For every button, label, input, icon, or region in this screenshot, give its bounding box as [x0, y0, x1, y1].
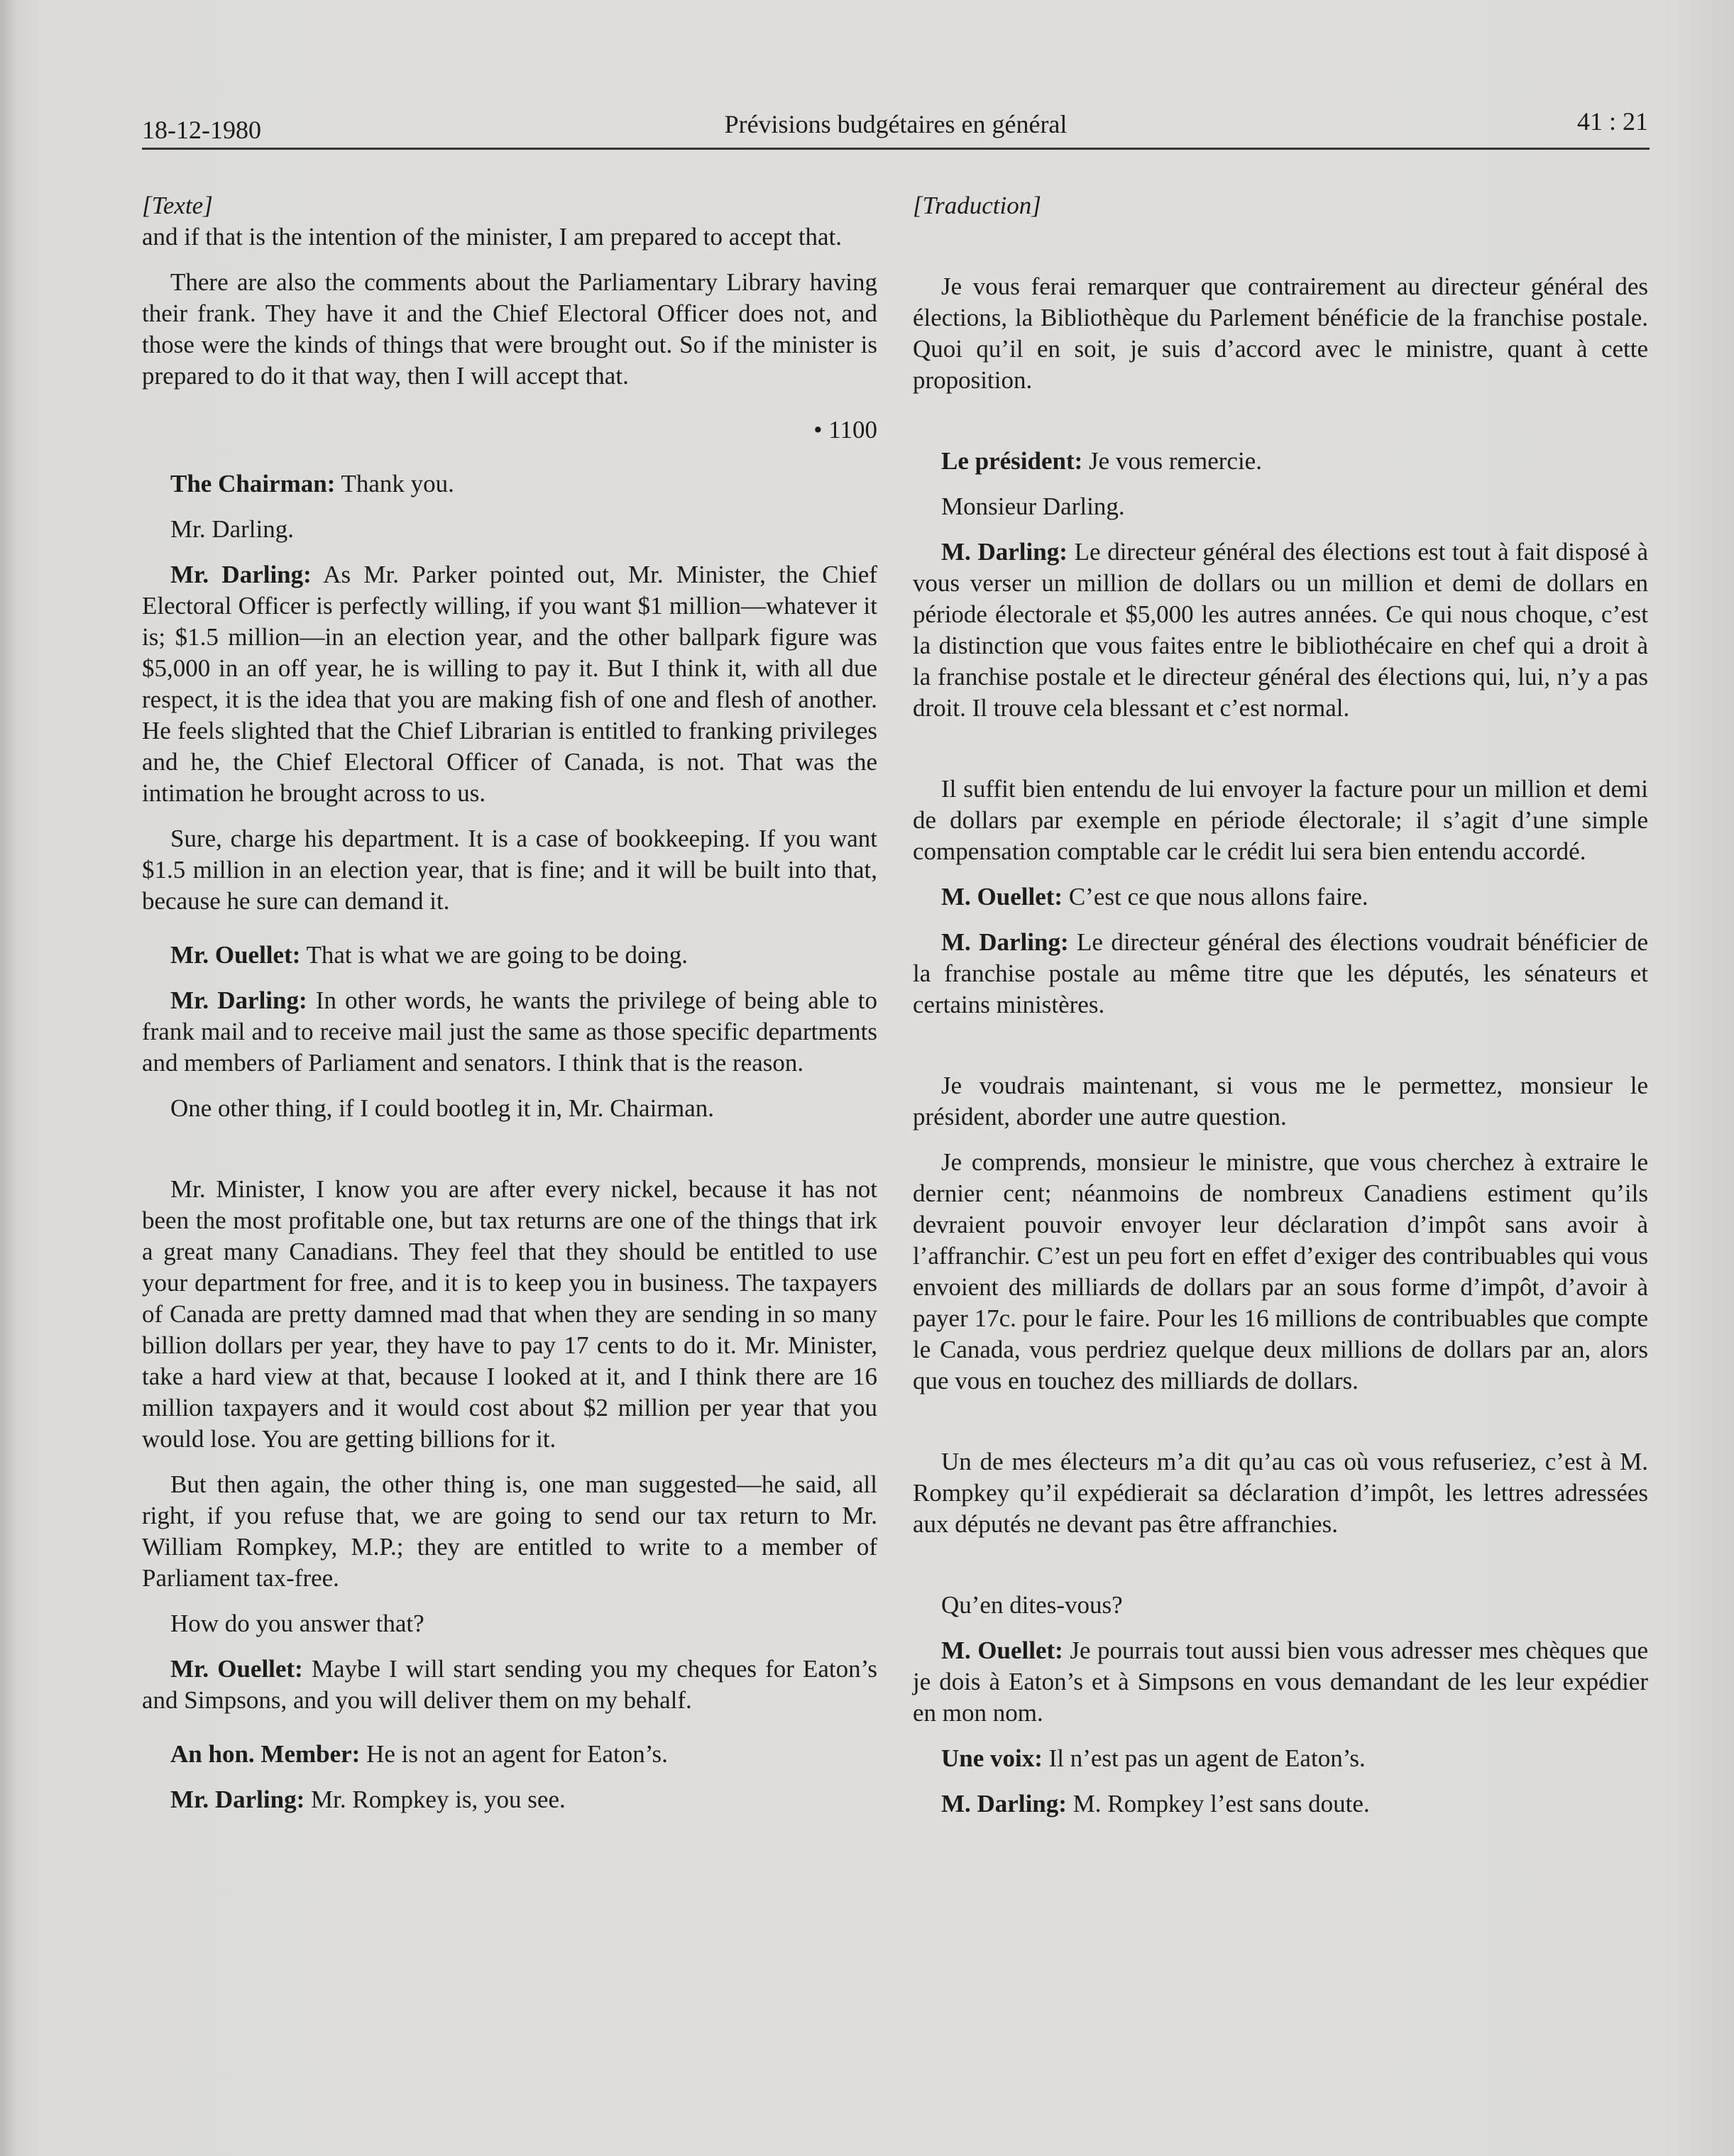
speech-text: He is not an agent for Eaton’s.: [360, 1740, 668, 1768]
speech: [142, 985, 877, 1079]
speaker-name: M. Darling:: [941, 538, 1068, 566]
paragraph: Un de mes électeurs m’a dit qu’au cas où vous refuseriez, c’est à M. Rompkey qu’il expédierait sa déclaration d’impôt, les lettres adressées aux députés ne devant pas être affranchies.: [913, 1448, 1648, 1538]
speech: [913, 1635, 1648, 1729]
speech: [913, 446, 1648, 477]
speaker-name: Mr. Ouellet:: [170, 941, 301, 969]
speech: [913, 1788, 1648, 1820]
speaker-name: Le président:: [941, 447, 1083, 475]
paragraph: Mr. Darling.: [170, 515, 295, 543]
speaker-name: Mr. Darling:: [170, 1786, 305, 1813]
paragraph: Qu’en dites-vous?: [941, 1591, 1123, 1619]
speaker-name: M. Darling:: [941, 928, 1069, 956]
page-header: [142, 106, 1650, 150]
speech-text: Il n’est pas un agent de Eaton’s.: [1042, 1744, 1366, 1772]
speech-text: Maybe I will start sending you my cheques for Eaton’s and Simpsons, and you will deliver them on my behalf.: [142, 1655, 877, 1714]
language-tag-traduction: [Traduction]: [913, 192, 1041, 219]
speaker-name: An hon. Member:: [170, 1740, 361, 1768]
paragraph: There are also the comments about the Parliamentary Library having their frank. They have it and the Chief Electoral Officer does not, and those were the kinds of things that were brought out. So if the minister is prepared to do it that way, then I will accept that.: [142, 268, 877, 390]
paragraph: and if that is the intention of the minister, I am prepared to accept that.: [142, 223, 843, 251]
speech: [142, 940, 877, 971]
speaker-name: M. Ouellet:: [941, 1637, 1063, 1664]
speaker-name: Mr. Ouellet:: [170, 1655, 303, 1683]
speech-text: In other words, he wants the privilege of being able to frank mail and to receive mail just the same as those specific departments and members of Parliament and senators. I think that is the reason.: [142, 986, 877, 1077]
speech: [913, 927, 1648, 1021]
speech: [142, 1654, 877, 1716]
speech-text: M. Rompkey l’est sans doute.: [1066, 1790, 1370, 1817]
language-tag-texte: [Texte]: [142, 192, 213, 219]
speech-text: Thank you.: [335, 470, 454, 497]
speaker-name: Mr. Darling:: [170, 561, 312, 588]
speaker-name: M. Darling:: [941, 1790, 1067, 1817]
speaker-name: The Chairman:: [170, 470, 336, 497]
header-date: 18-12-1980: [142, 116, 261, 144]
paragraph: One other thing, if I could bootleg it in, Mr. Chairman.: [170, 1094, 714, 1122]
paragraph: Je vous ferai remarquer que contrairement au directeur général des élections, la Bibliothèque du Parlement bénéficie de la franchise postale. Quoi qu’il en soit, je suis d’accord avec le ministre, quant à cette proposition.: [913, 273, 1648, 394]
right-column: [913, 190, 1648, 2106]
speaker-name: Mr. Darling:: [170, 986, 307, 1014]
speech: [142, 468, 877, 500]
paragraph: Sure, charge his department. It is a case of bookkeeping. If you want $1.5 million in an election year, that is fine; and it will be built into that, because he sure can demand it.: [142, 825, 877, 915]
paragraph: Mr. Minister, I know you are after every nickel, because it has not been the most profitable one, but tax returns are one of the things that irk a great many Canadians. They feel that they should be entitled to use your department for free, and it is to keep you in business. The taxpayers of Canada are pretty damned mad that when they are sending in so many billion dollars per year, they have to pay 17 cents to do it. Mr. Minister, take a hard view at that, because I looked at it, and I think there are 16 million taxpayers and it would cost about $2 million per year that you would lose. You are getting billions for it.: [142, 1175, 877, 1453]
speech: [142, 1784, 877, 1815]
left-column: [142, 190, 877, 2106]
paragraph: But then again, the other thing is, one man suggested—he said, all right, if you refuse that, we are going to send our tax return to Mr. William Rompkey, M.P.; they are entitled to write to a member of Parliament tax-free.: [142, 1470, 877, 1592]
speech-text: Je vous remercie.: [1082, 447, 1262, 475]
header-title: Prévisions budgétaires en général: [724, 110, 1068, 138]
speaker-name: M. Ouellet:: [941, 883, 1063, 911]
speech-text: Mr. Rompkey is, you see.: [304, 1786, 566, 1813]
speech-text: Le directeur général des élections est tout à fait disposé à vous verser un million de dollars ou un million et demi de dollars en période électorale et $5,000 les autres années. Ce qui nous choque, c’est la distinction que vous faites entre le bibliothécaire en chef qui a droit à la franchise postale et le directeur général des élections qui, lui, n’y a pas droit. Il trouve cela blessant et c’est normal.: [913, 538, 1648, 722]
speech-text: C’est ce que nous allons faire.: [1063, 883, 1368, 911]
speech-text: Le directeur général des élections voudrait bénéficier de la franchise postale au même titre que les députés, les sénateurs et certains ministères.: [913, 928, 1648, 1018]
speech: [142, 1739, 877, 1770]
paragraph: Je voudrais maintenant, si vous me le permettez, monsieur le président, aborder une autre question.: [913, 1072, 1648, 1131]
speech-text: Je pourrais tout aussi bien vous adresser mes chèques que je dois à Eaton’s et à Simpsons en vous demandant de les leur expédier en mon nom.: [913, 1637, 1648, 1727]
paragraph: Je comprends, monsieur le ministre, que vous cherchez à extraire le dernier cent; néanmoins de nombreux Canadiens estiment qu’ils devraient pouvoir envoyer leur déclaration d’impôt sans avoir à l’affranchir. C’est un peu fort en effet d’exiger des contribuables qui vous envoient des milliards de dollars par an sous forme d’impôt, d’avoir à payer 17c. pour le faire. Pour les 16 millions de contribuables que compte le Canada, vous perdriez quelque deux millions de dollars par an, alors que vous en touchez des milliards de dollars.: [913, 1148, 1648, 1395]
header-page-number: 41 : 21: [1576, 107, 1648, 136]
paragraph: Il suffit bien entendu de lui envoyer la facture pour un million et demi de dollars par exemple en période électorale; il s’agit d’une simple compensation comptable car le crédit lui sera bien entendu accordé.: [913, 775, 1648, 865]
paragraph: Monsieur Darling.: [941, 493, 1125, 520]
speech-text: That is what we are going to be doing.: [300, 941, 688, 969]
speech-text: As Mr. Parker pointed out, Mr. Minister, the Chief Electoral Officer is perfectly willing, if you want $1 million—whatever it is; $1.5 million—in an election year, and the other ballpark figure was $5,000 in an off year, he is willing to pay it. But I think it, with all due respect, it is the idea that you are making fish of one and flesh of another. He feels slighted that the Chief Librarian is entitled to franking privileges and he, the Chief Electoral Officer of Canada, is not. That was the intimation he brought across to us.: [142, 561, 877, 807]
paragraph: How do you answer that?: [170, 1610, 424, 1637]
speech: [142, 559, 877, 809]
speaker-name: Une voix:: [941, 1744, 1043, 1772]
time-marker: • 1100: [813, 416, 877, 444]
speech: [913, 881, 1648, 913]
speech: [913, 1743, 1648, 1774]
speech: [913, 537, 1648, 724]
